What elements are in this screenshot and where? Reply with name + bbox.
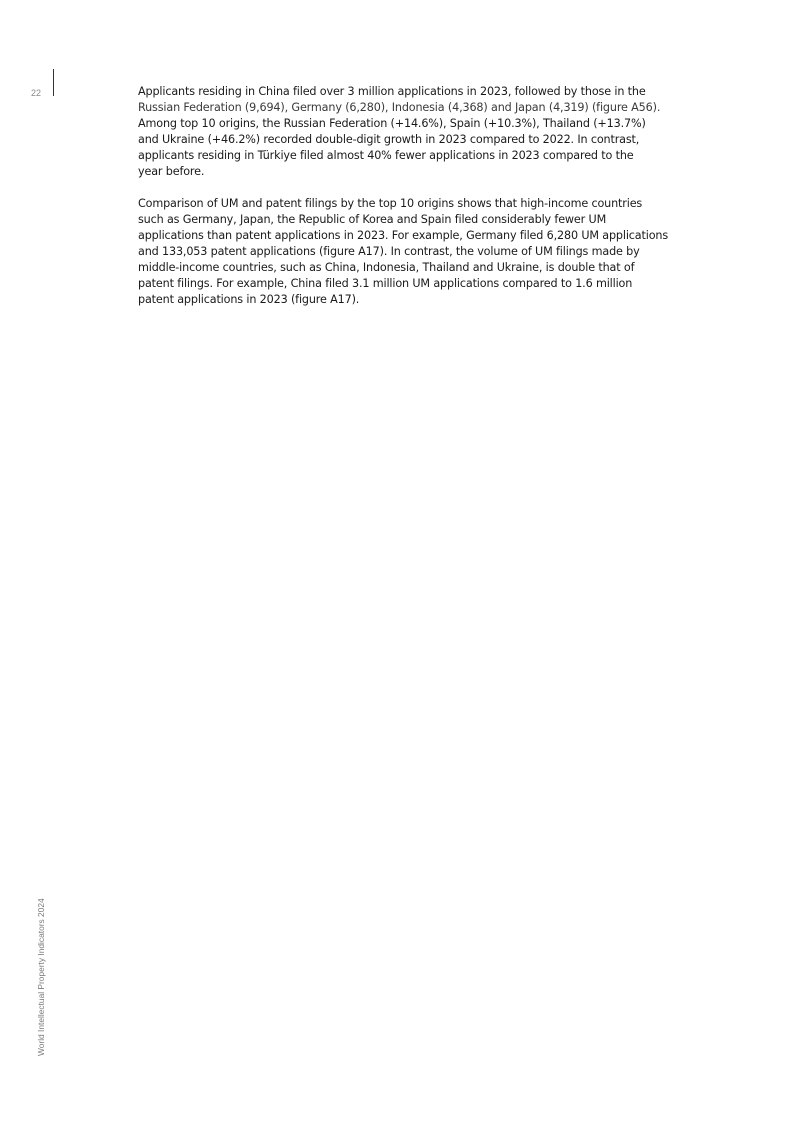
text-line: and Ukraine (+46.2%) recorded double-digit growth in 2023 compared to 2022. In contrast, (138, 133, 640, 146)
page-number: 22 (31, 88, 42, 98)
paragraph-2 (138, 196, 698, 308)
text-line: Russian Federation (9,694), Germany (6,280), Indonesia (4,368) and Japan (4,319) (figure A56). (138, 101, 661, 114)
text-line: such as Germany, Japan, the Republic of Korea and Spain filed considerably fewer UM (138, 213, 607, 226)
text-line: year before. (138, 165, 205, 178)
text-line: middle-income countries, such as China, Indonesia, Thailand and Ukraine, is double that of (138, 261, 635, 274)
text-line: Among top 10 origins, the Russian Federation (+14.6%), Spain (+10.3%), Thailand (+13.7%) (138, 117, 646, 130)
text-line: patent applications in 2023 (figure A17). (138, 293, 360, 306)
text-line: Comparison of UM and patent filings by the top 10 origins shows that high-income countries (138, 197, 643, 210)
text-line: and 133,053 patent applications (figure A17). In contrast, the volume of UM filings made by (138, 245, 640, 258)
text-line: Applicants residing in China filed over 3 million applications in 2023, followed by those in the (138, 85, 646, 98)
running-title: World Intellectual Property Indicators 2024 (36, 898, 46, 1056)
text-line: patent filings. For example, China filed 3.1 million UM applications compared to 1.6 million (138, 277, 633, 290)
text-line: applications than patent applications in 2023. For example, Germany filed 6,280 UM applications (138, 229, 669, 242)
text-line: applicants residing in Türkiye filed almost 40% fewer applications in 2023 compared to the (138, 149, 634, 162)
margin-rule (53, 69, 54, 96)
paragraph-1 (138, 84, 698, 180)
body-text (138, 84, 698, 308)
